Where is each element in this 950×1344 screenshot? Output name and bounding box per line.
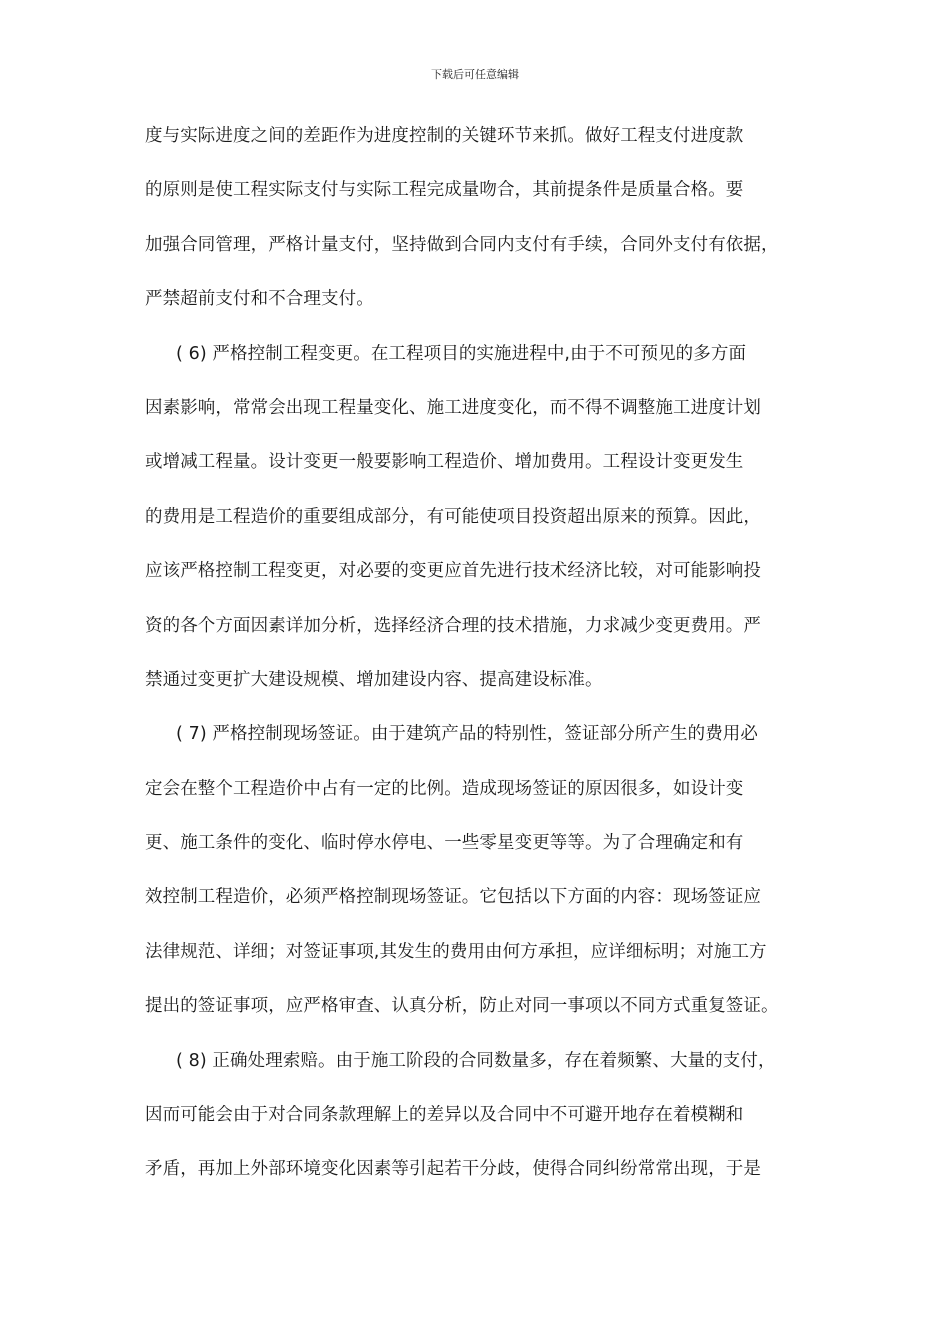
paragraph-start-6: ( 6) 严格控制工程变更。在工程项目的实施进程中,由于不可预见的多方面 [176,343,747,364]
text-line: 加强合同管理，严格计量支付，坚持做到合同内支付有手续，合同外支付有依据， [145,234,779,255]
text-line: 的费用是工程造价的重要组成部分，有可能使项目投资超出原来的预算。因此， [145,506,761,527]
text-line: 度与实际进度之间的差距作为进度控制的关键环节来抓。做好工程支付进度款 [145,126,744,146]
text-line: 资的各个方面因素详加分析，选择经济合理的技术措施，力求减少变更费用。严 [145,615,761,636]
text-line: 矛盾，再加上外部环境变化因素等引起若干分歧，使得合同纠纷常常出现，于是 [145,1159,761,1180]
document-body [145,114,810,1202]
paragraph-start-8: ( 8) 正确处理索赔。由于施工阶段的合同数量多，存在着频繁、大量的支付， [176,1050,776,1071]
text-line: 提出的签证事项，应严格审查、认真分析，防止对同一事项以不同方式重复签证。 [145,996,779,1017]
text-line: 因而可能会由于对合同条款理解上的差异以及合同中不可避开地存在着模糊和 [145,1105,744,1126]
text-line: 的原则是使工程实际支付与实际工程完成量吻合，其前提条件是质量合格。要 [145,180,744,201]
text-line: 因素影响，常常会出现工程量变化、施工进度变化，而不得不调整施工进度计划 [145,397,761,418]
text-line: 法律规范、详细；对签证事项,其发生的费用由何方承担，应详细标明；对施工方 [145,941,767,962]
page-header: 下载后可任意编辑 [431,68,519,81]
text-line: 或增减工程量。设计变更一般要影响工程造价、增加费用。工程设计变更发生 [145,452,744,473]
text-line: 禁通过变更扩大建设规模、增加建设内容、提高建设标准。 [145,669,603,690]
text-line: 严禁超前支付和不合理支付。 [145,289,374,310]
text-line: 效控制工程造价，必须严格控制现场签证。它包括以下方面的内容：现场签证应 [145,887,761,908]
text-line: 更、施工条件的变化、临时停水停电、一些零星变更等等。为了合理确定和有 [145,833,744,854]
paragraph-start-7: ( 7) 严格控制现场签证。由于建筑产品的特别性，签证部分所产生的费用必 [176,724,759,745]
text-line: 应该严格控制工程变更，对必要的变更应首先进行技术经济比较，对可能影响投 [145,561,761,582]
text-line: 定会在整个工程造价中占有一定的比例。造成现场签证的原因很多，如设计变 [145,778,744,799]
